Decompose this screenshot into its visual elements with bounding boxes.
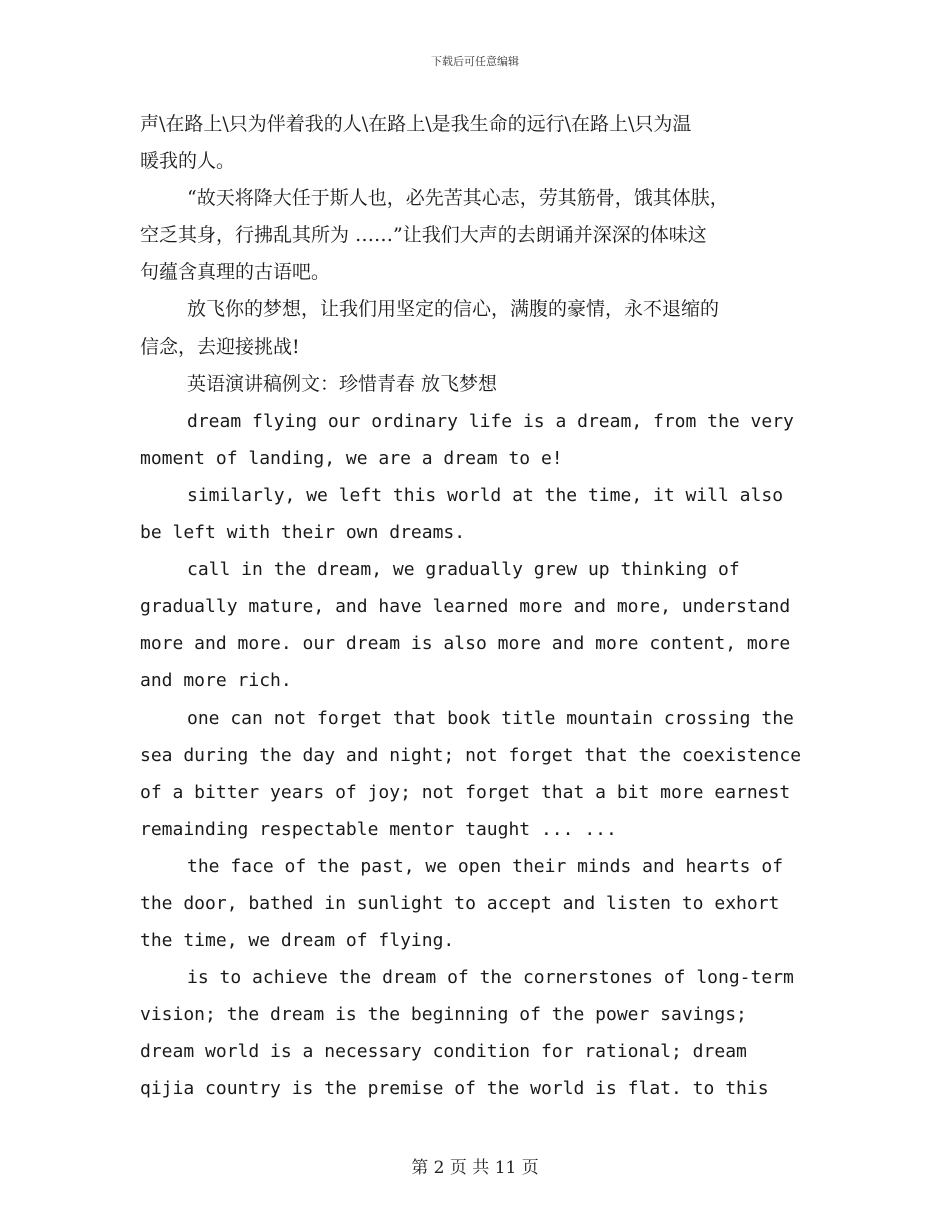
text-line: “故天将降大任于斯人也，必先苦其心志，劳其筋骨，饿其体肤， (187, 187, 729, 210)
text-line: moment of landing, we are a dream to e! (140, 447, 563, 469)
page-header: 下载后可任意编辑 (431, 55, 519, 68)
text-line: 英语演讲稿例文：珍惜青春 放飞梦想 (187, 372, 498, 395)
text-line: 放飞你的梦想，让我们用坚定的信心，满腹的豪情，永不退缩的 (187, 298, 720, 321)
text-line: the time, we dream of flying. (140, 930, 455, 952)
text-line: dream world is a necessary condition for rational; dream (140, 1041, 747, 1063)
text-line: 信念，去迎接挑战! (140, 335, 300, 358)
text-line: sea during the day and night; not forget that the coexistence (140, 744, 802, 766)
text-line: qijia country is the premise of the world is flat. to this (140, 1078, 769, 1100)
text-line: the face of the past, we open their minds and hearts of (187, 855, 784, 877)
text-line: call in the dream, we gradually grew up thinking of (187, 559, 740, 581)
page-footer: 第 2 页 共 11 页 (411, 1158, 539, 1178)
text-line: is to achieve the dream of the cornerstones of long-term (187, 967, 794, 989)
text-line: 声\在路上\只为伴着我的人\在路上\是我生命的远行\在路上\只为温 (140, 113, 692, 135)
text-line: dream flying our ordinary life is a dream, from the very (187, 410, 794, 432)
text-line: similarly, we left this world at the time, it will also (187, 484, 784, 506)
text-line: 空乏其身，行拂乱其所为 ……”让我们大声的去朗诵并深深的体味这 (140, 224, 707, 247)
text-line: gradually mature, and have learned more and more, understand (140, 596, 791, 618)
document-body (140, 106, 810, 1108)
text-line: more and more. our dream is also more and more content, more (140, 633, 791, 655)
text-line: vision; the dream is the beginning of the power savings; (140, 1004, 747, 1026)
text-line: remainding respectable mentor taught ... ... (140, 818, 617, 840)
text-line: 暖我的人。 (140, 150, 236, 173)
text-line: one can not forget that book title mountain crossing the (187, 707, 794, 729)
text-line: 句蕴含真理的古语吧。 (140, 261, 331, 284)
text-line: the door, bathed in sunlight to accept and listen to exhort (140, 892, 780, 914)
text-line: of a bitter years of joy; not forget that a bit more earnest (140, 781, 791, 803)
text-line: and more rich. (140, 670, 292, 692)
text-line: be left with their own dreams. (140, 522, 466, 544)
